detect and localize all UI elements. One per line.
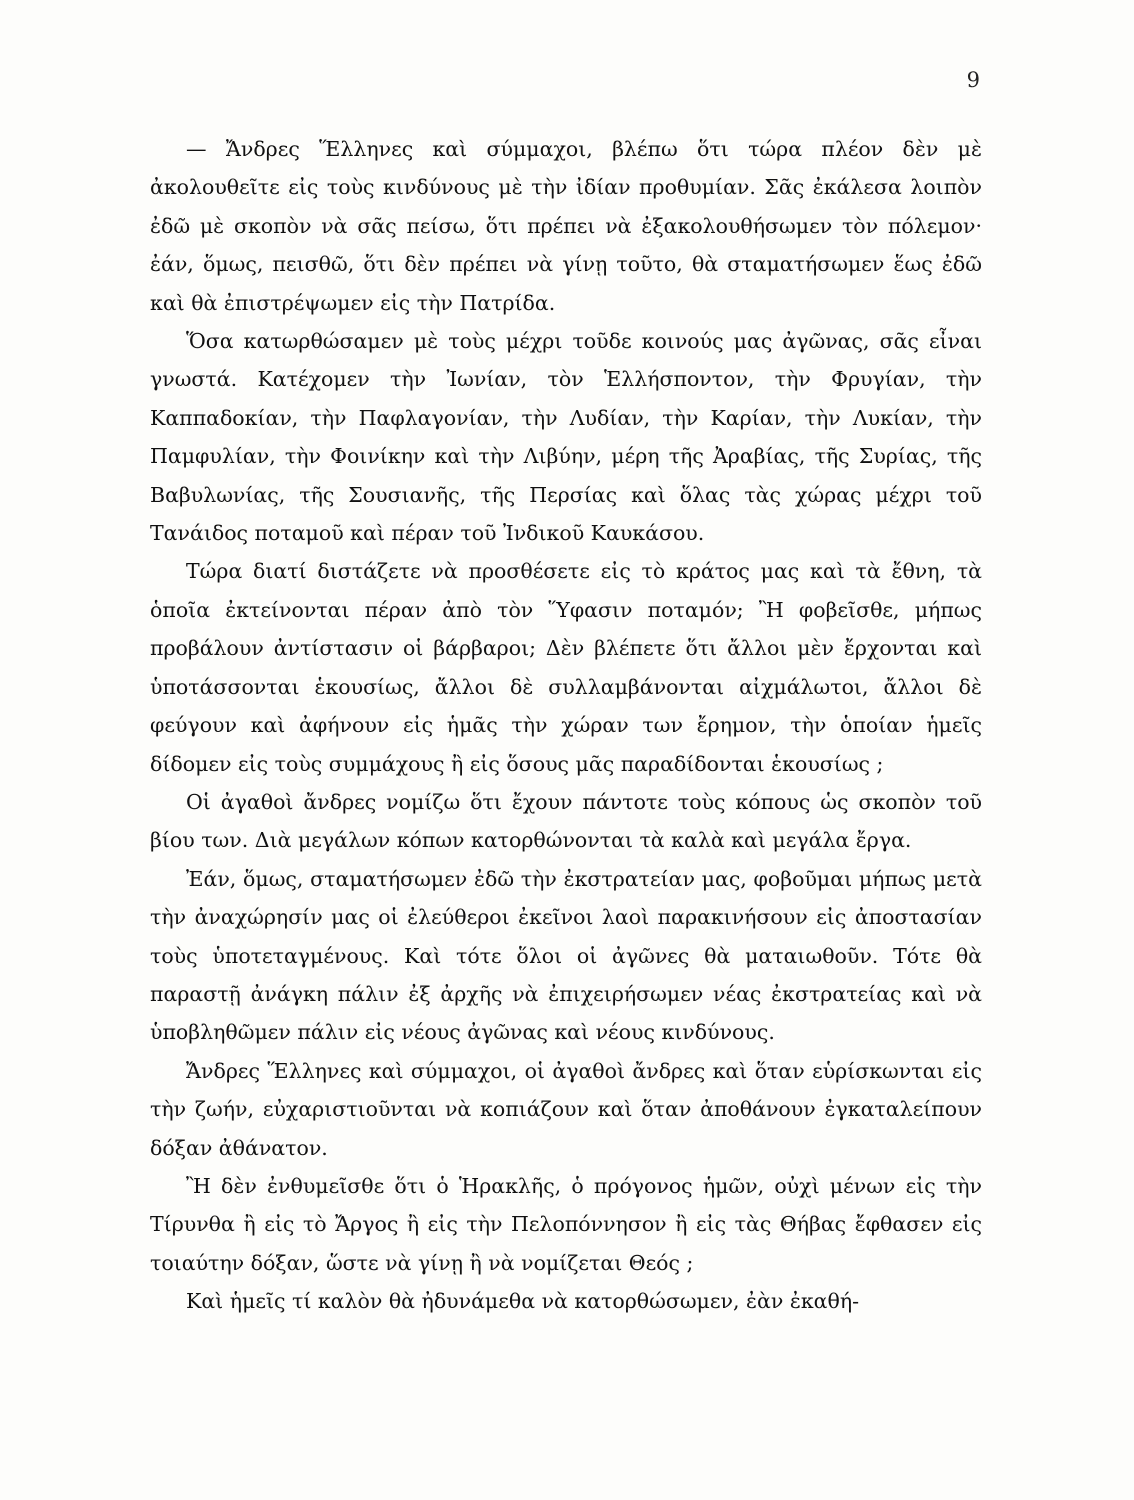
paragraph-1: — Ἄνδρες Ἕλληνες καὶ σύμμαχοι, βλέπω ὅτι τώρα πλέον δὲν μὲ ἀκολουθεῖτε εἰς τοὺς κινδύνους μὲ τὴν ἰδίαν προθυμίαν. Σᾶς ἐκάλεσα λοιπὸν ἐδῶ μὲ σκοπὸν νὰ σᾶς πείσω, ὅτι πρέπει νὰ ἐξακολουθήσωμεν τὸν πόλεμον· ἐάν, ὅμως, πεισθῶ, ὅτι δὲν πρέπει νὰ γίνῃ τοῦτο, θὰ σταματήσωμεν ἕως ἐδῶ καὶ θὰ ἐπιστρέψωμεν εἰς τὴν Πατρίδα.	[150, 137, 982, 315]
page-number: 9	[966, 68, 980, 92]
paragraph-3: Τώρα διατί διστάζετε νὰ προσθέσετε εἰς τὸ κράτος μας καὶ τὰ ἔθνη, τὰ ὁποῖα ἐκτείνονται πέραν ἀπὸ τὸν Ὕφασιν ποταμόν; Ἢ φοβεῖσθε, μήπως προβάλουν ἀντίστασιν οἱ βάρβαροι; Δὲν βλέπετε ὅτι ἄλλοι μὲν ἔρχονται καὶ ὑποτάσσονται ἑκουσίως, ἄλλοι δὲ συλλαμβάνονται αἰχμάλωτοι, ἄλλοι δὲ φεύγουν καὶ ἀφήνουν εἰς ἡμᾶς τὴν χώραν των ἔρημον, τὴν ὁποίαν ἡμεῖς δίδομεν εἰς τοὺς συμμάχους ἢ εἰς ὅσους μᾶς παραδίδονται ἑκουσίως ;	[150, 559, 982, 776]
paragraph-7: Ἢ δὲν ἐνθυμεῖσθε ὅτι ὁ Ἡρακλῆς, ὁ πρόγονος ἡμῶν, οὐχὶ μένων εἰς τὴν Τίρυνθα ἢ εἰς τὸ Ἄργος ἢ εἰς τὴν Πελοπόννησον ἢ εἰς τὰς Θήβας ἔφθασεν εἰς τοιαύτην δόξαν, ὥστε νὰ γίνῃ ἢ νὰ νομίζεται Θεός ;	[150, 1173, 982, 1275]
paragraph-6: Ἄνδρες Ἕλληνες καὶ σύμμαχοι, οἱ ἀγαθοὶ ἄνδρες καὶ ὅταν εὑρίσκωνται εἰς τὴν ζωήν, εὐχαριστιοῦνται νὰ κοπιάζουν καὶ ὅταν ἀποθάνουν ἐγκαταλείπουν δόξαν ἀθάνατον.	[150, 1058, 982, 1160]
paragraph-4: Οἱ ἀγαθοὶ ἄνδρες νομίζω ὅτι ἔχουν πάντοτε τοὺς κόπους ὡς σκοπὸν τοῦ βίου των. Διὰ μεγάλων κόπων κατορθώνονται τὰ καλὰ καὶ μεγάλα ἔργα.	[150, 789, 982, 853]
paragraph-2: Ὅσα κατωρθώσαμεν μὲ τοὺς μέχρι τοῦδε κοινούς μας ἀγῶνας, σᾶς εἶναι γνωστά. Κατέχομεν τὴν Ἰωνίαν, τὸν Ἑλλήσποντον, τὴν Φρυγίαν, τὴν Καππαδοκίαν, τὴν Παφλαγονίαν, τὴν Λυδίαν, τὴν Καρίαν, τὴν Λυκίαν, τὴν Παμφυλίαν, τὴν Φοινίκην καὶ τὴν Λιβύην, μέρη τῆς Ἀραβίας, τῆς Συρίας, τῆς Βαβυλωνίας, τῆς Σουσιανῆς, τῆς Περσίας καὶ ὅλας τὰς χώρας μέχρι τοῦ Τανάιδος ποταμοῦ καὶ πέραν τοῦ Ἰνδικοῦ Καυκάσου.	[150, 329, 982, 546]
paragraph-8: Καὶ ἡμεῖς τί καλὸν θὰ ἠδυνάμεθα νὰ κατορθώσωμεν, ἐὰν ἐκαθή-	[186, 1289, 860, 1314]
paragraph-5: Ἐάν, ὅμως, σταματήσωμεν ἐδῶ τὴν ἐκστρατείαν μας, φοβοῦμαι μήπως μετὰ τὴν ἀναχώρησίν μας οἱ ἐλεύθεροι ἐκεῖνοι λαοὶ παρακινήσουν εἰς ἀποστασίαν τοὺς ὑποτεταγμένους. Καὶ τότε ὅλοι οἱ ἀγῶνες θὰ ματαιωθοῦν. Τότε θὰ παραστῇ ἀνάγκη πάλιν ἐξ ἀρχῆς νὰ ἐπιχειρήσωμεν νέας ἐκστρατείας καὶ νὰ ὑποβληθῶμεν πάλιν εἰς νέους ἀγῶνας καὶ νέους κινδύνους.	[150, 866, 982, 1045]
body-text	[150, 130, 982, 1321]
